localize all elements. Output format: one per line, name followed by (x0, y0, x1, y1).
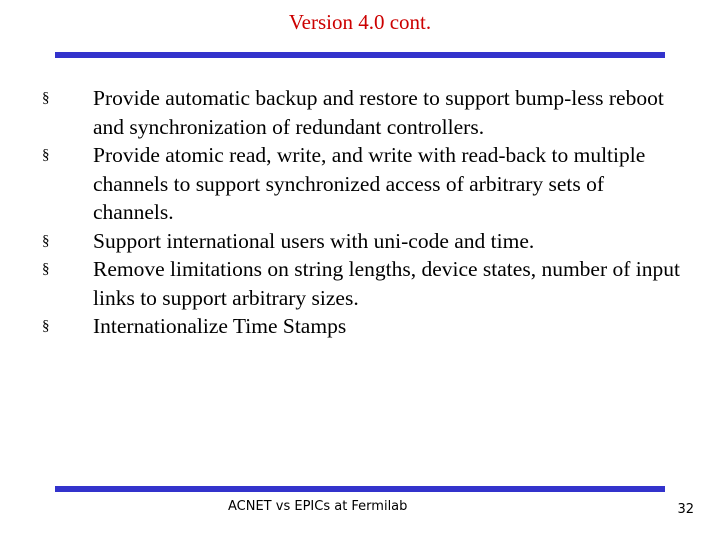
bullet-marker-icon: § (42, 261, 50, 277)
bullet-text: Internationalize Time Stamps (93, 314, 347, 338)
title-divider (55, 52, 665, 58)
bullet-text: Support international users with uni-code and time. (93, 228, 535, 253)
bullet-text: Provide automatic backup and restore to support bump-less reboot and synchronization of redundant controllers. (93, 86, 664, 139)
slide-title: Version 4.0 cont. (288, 10, 432, 34)
bullet-item (42, 141, 682, 227)
bullet-item (42, 312, 682, 341)
footer-divider (55, 486, 665, 492)
bullet-marker-icon: § (42, 232, 50, 249)
bullet-item (42, 227, 682, 256)
bullet-item (42, 255, 682, 312)
bullet-marker-icon: § (42, 147, 50, 163)
bullet-marker-icon: § (42, 318, 50, 334)
bullet-text: Provide atomic read, write, and write with read-back to multiple channels to support synchronized access of arbitrary sets of channels. (93, 143, 646, 224)
page-number: 32 (677, 502, 694, 517)
bullet-item (42, 84, 682, 141)
footer-text: ACNET vs EPICs at Fermilab (228, 499, 408, 514)
bullet-marker-icon: § (42, 90, 50, 106)
bullet-list (42, 84, 682, 341)
bullet-text: Remove limitations on string lengths, device states, number of input links to support arbitrary sizes. (93, 257, 680, 310)
